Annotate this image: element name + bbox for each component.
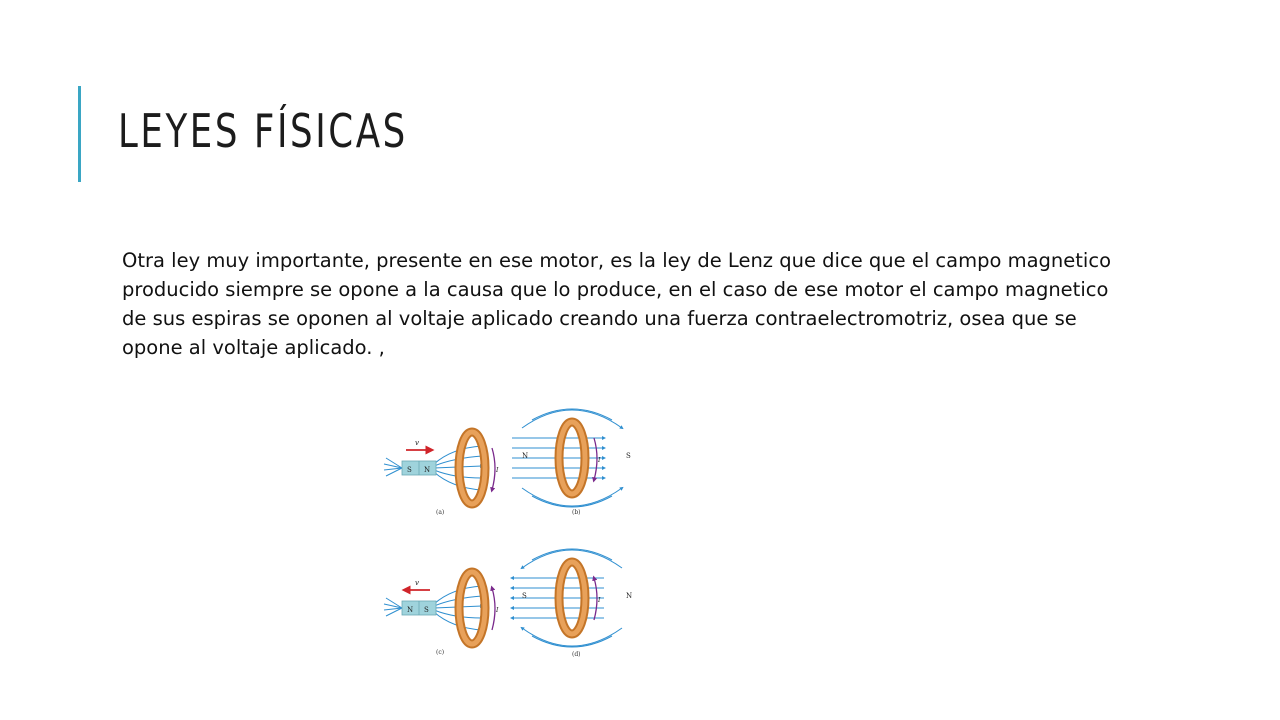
lenz-law-diagram-icon xyxy=(372,398,644,670)
panel-a xyxy=(384,432,499,516)
panel-a-pole-left: S xyxy=(407,466,412,474)
panel-a-caption: (a) xyxy=(436,509,445,516)
panel-c-pole-left: N xyxy=(407,606,414,614)
panel-d-caption: (d) xyxy=(572,651,581,658)
panel-a-pole-right: N xyxy=(424,466,431,474)
panel-b-pole-left: N xyxy=(522,452,529,460)
panel-a-current: I xyxy=(496,467,499,474)
panel-b-caption: (b) xyxy=(572,509,581,516)
panel-b-current: I xyxy=(598,457,601,464)
slide-title: LEYES FÍSICAS xyxy=(118,104,408,158)
panel-d-pole-left: S xyxy=(522,592,527,600)
panel-c-velocity: v xyxy=(415,579,419,587)
panel-c-pole-right: S xyxy=(424,606,429,614)
panel-b-pole-right: S xyxy=(626,452,631,460)
panel-d-pole-right: N xyxy=(626,592,633,600)
slide-body-text: Otra ley muy importante, presente en ese motor, es la ley de Lenz que dice que el campo magnetico producido siempre se opone a la causa que lo produce, en el caso de ese motor el campo magnetico de sus espiras se oponen al voltaje aplicado creando una fuerza contraelectromotriz, osea que se opone al voltaje aplicado. , xyxy=(122,249,1111,359)
panel-c-current: I xyxy=(496,607,499,614)
lenz-diagram-svg xyxy=(372,398,644,670)
panel-c-caption: (c) xyxy=(436,649,445,656)
panel-d xyxy=(512,549,632,658)
panel-a-velocity: v xyxy=(415,439,419,447)
panel-c xyxy=(384,572,499,656)
panel-b xyxy=(512,409,631,516)
panel-d-current: I xyxy=(598,597,601,604)
title-accent-bar xyxy=(78,86,81,182)
